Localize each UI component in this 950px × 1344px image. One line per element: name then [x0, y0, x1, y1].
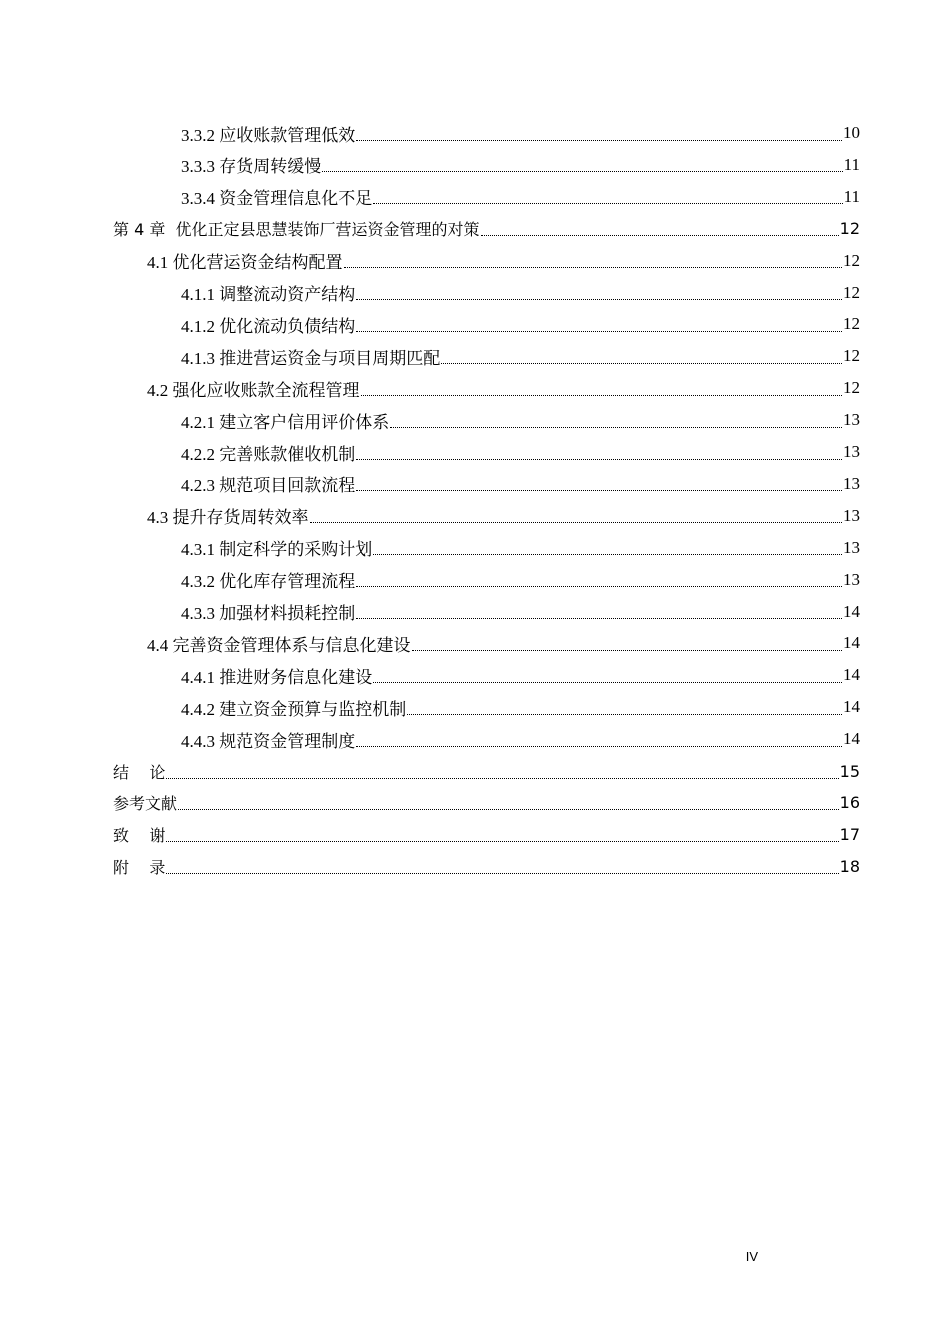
- toc-entry[interactable]: [181, 532, 860, 564]
- toc-leader-dots: [322, 171, 842, 172]
- toc-entry-page-number: 13: [843, 569, 860, 589]
- toc-leader-dots: [373, 554, 842, 555]
- toc-entry-page-number: 13: [843, 410, 860, 430]
- toc-leader-dots: [310, 522, 843, 523]
- toc-entry-page-number: 14: [843, 697, 860, 717]
- toc-entry[interactable]: [147, 245, 860, 277]
- toc-entry-page-number: 12: [843, 378, 860, 398]
- toc-entry[interactable]: [181, 596, 860, 628]
- toc-entry-title: 4.3.3 加强材料损耗控制: [181, 604, 356, 623]
- toc-entry[interactable]: [181, 149, 860, 181]
- toc-entry-title: 4.2.1 建立客户信用评价体系: [181, 412, 390, 432]
- toc-entry-page-number: 12: [843, 314, 860, 334]
- toc-entry[interactable]: [181, 564, 860, 596]
- toc-entry[interactable]: [181, 340, 860, 372]
- toc-entry-page-number: 13: [843, 537, 860, 557]
- toc-leader-dots: [412, 650, 843, 651]
- toc-entry-title: 4.2 强化应收账款全流程管理: [147, 380, 360, 400]
- toc-entry-title: 4.4.2 建立资金预算与监控机制: [181, 699, 407, 719]
- toc-leader-dots: [407, 714, 842, 715]
- toc-leader-dots: [356, 331, 842, 332]
- toc-entry-page-number: 14: [843, 665, 860, 685]
- toc-entry-title: 4.1.1 调整流动资产结构: [181, 285, 356, 304]
- toc-entry[interactable]: [147, 500, 860, 532]
- toc-entry-page-number: 12: [839, 219, 860, 239]
- toc-entry[interactable]: [181, 277, 860, 309]
- toc-entry[interactable]: [113, 819, 860, 851]
- toc-entry-page-number: 12: [843, 346, 860, 366]
- toc-entry-title: 4.1.2 优化流动负债结构: [181, 316, 356, 336]
- toc-entry[interactable]: [181, 723, 860, 755]
- toc-entry-page-number: 17: [839, 825, 860, 845]
- toc-entry-title: 致 谢: [113, 826, 166, 846]
- toc-entry-title: 4.2.2 完善账款催收机制: [181, 444, 356, 464]
- toc-entry-title: 4.3 提升存货周转效率: [147, 508, 309, 528]
- toc-entry[interactable]: [181, 308, 860, 340]
- toc-entry-page-number: 11: [843, 186, 860, 206]
- toc-entry[interactable]: [113, 851, 860, 883]
- toc-entry-page-number: 14: [843, 729, 860, 749]
- toc-leader-dots: [441, 363, 842, 364]
- toc-entry-title: 参考文献: [113, 794, 178, 814]
- toc-entry[interactable]: [147, 627, 860, 659]
- toc-entry-page-number: 14: [843, 601, 860, 621]
- toc-leader-dots: [356, 459, 842, 460]
- toc-leader-dots: [373, 203, 842, 204]
- page-number: IV: [745, 1249, 758, 1264]
- toc-leader-dots: [166, 841, 838, 842]
- toc-entry-page-number: 12: [843, 250, 860, 270]
- toc-leader-dots: [481, 235, 839, 236]
- toc-entry-title: 4.2.3 规范项目回款流程: [181, 476, 356, 496]
- toc-entry[interactable]: [113, 787, 860, 819]
- toc-entry-page-number: 13: [843, 505, 860, 525]
- toc-leader-dots: [356, 140, 842, 141]
- toc-entry[interactable]: [181, 404, 860, 436]
- toc-leader-dots: [356, 299, 842, 300]
- toc-entry-page-number: 10: [843, 123, 860, 142]
- toc-entry-title: 3.3.4 资金管理信息化不足: [181, 189, 373, 209]
- toc-entry[interactable]: [181, 468, 860, 500]
- toc-leader-dots: [166, 873, 838, 874]
- toc-leader-dots: [178, 809, 839, 810]
- toc-entry-title: 附 录: [113, 858, 166, 878]
- toc-entry[interactable]: [181, 436, 860, 468]
- toc-entry[interactable]: [113, 213, 860, 245]
- toc-entry-page-number: 14: [843, 633, 860, 653]
- toc-leader-dots: [356, 746, 842, 747]
- toc-entry-title: 第 4 章 优化正定县思慧装饰厂营运资金管理的对策: [113, 220, 480, 240]
- toc-entry-title: 4.4.1 推进财务信息化建设: [181, 667, 373, 687]
- toc-entry-title: 4.1.3 推进营运资金与项目周期匹配: [181, 348, 441, 368]
- toc-entry[interactable]: [147, 372, 860, 404]
- toc-entry-page-number: 13: [843, 473, 860, 493]
- toc-entry-page-number: 18: [839, 857, 860, 877]
- toc-entry-title: 结 论: [113, 762, 166, 782]
- toc-leader-dots: [356, 586, 842, 587]
- toc-entry-page-number: 13: [843, 442, 860, 461]
- toc-entry-page-number: 15: [839, 761, 860, 781]
- toc-leader-dots: [356, 490, 842, 491]
- toc-entry[interactable]: [181, 691, 860, 723]
- toc-entry[interactable]: [181, 659, 860, 691]
- toc-leader-dots: [361, 395, 843, 396]
- toc-entry-title: 4.1 优化营运资金结构配置: [147, 253, 343, 273]
- toc-entry-title: 3.3.3 存货周转缓慢: [181, 157, 322, 177]
- toc-leader-dots: [344, 267, 843, 268]
- toc-leader-dots: [356, 618, 842, 619]
- toc-leader-dots: [373, 682, 842, 683]
- toc-leader-dots: [390, 427, 842, 428]
- toc-entry-page-number: 16: [839, 793, 860, 813]
- toc-entry-title: 4.3.1 制定科学的采购计划: [181, 540, 373, 560]
- toc-entry[interactable]: [113, 755, 860, 787]
- toc-leader-dots: [166, 778, 838, 779]
- toc-entry-page-number: 12: [843, 282, 860, 302]
- toc-entry-title: 4.4 完善资金管理体系与信息化建设: [147, 635, 411, 655]
- toc-entry-title: 3.3.2 应收账款管理低效: [181, 125, 356, 145]
- toc-entry-title: 4.3.2 优化库存管理流程: [181, 572, 356, 592]
- toc-entry[interactable]: [181, 117, 860, 149]
- toc-entry-page-number: 11: [843, 154, 860, 174]
- toc-entry-title: 4.4.3 规范资金管理制度: [181, 731, 356, 751]
- toc-entry[interactable]: [181, 181, 860, 213]
